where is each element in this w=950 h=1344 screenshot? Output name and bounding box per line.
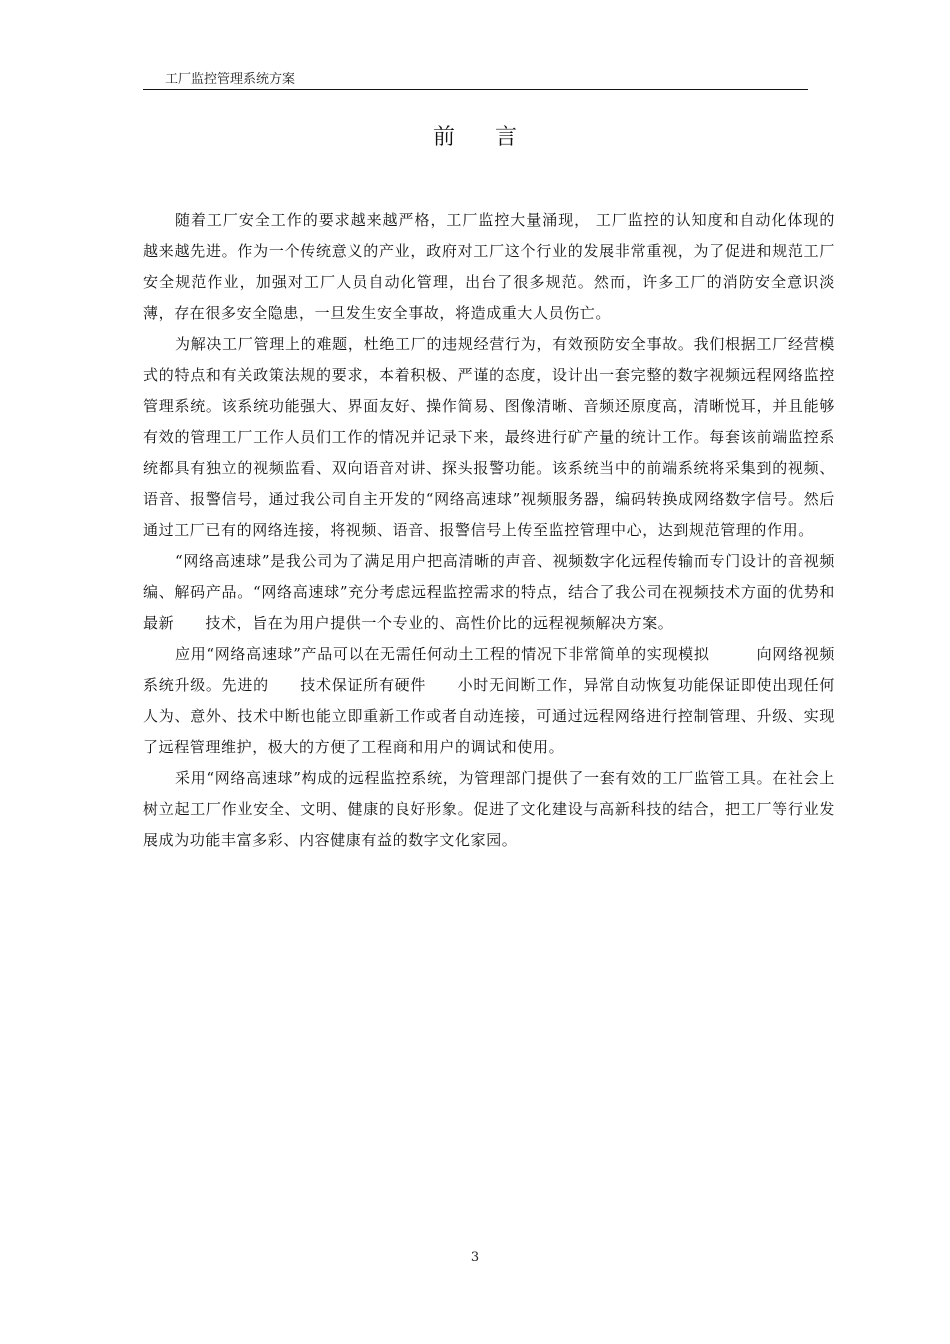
- page-number: 3: [470, 1250, 480, 1265]
- body-text: [143, 205, 835, 856]
- page-title: 前言: [432, 125, 557, 150]
- header-rule: [143, 89, 808, 90]
- paragraph-2: 为解决工厂管理上的难题，杜绝工厂的违规经营行为，有效预防安全事故。我们根据工厂经营模式的特点和有关政策法规的要求，本着积极、严谨的态度，设计出一套完整的数字视频远程网络监控管理系统。该系统功能强大、界面友好、操作简易、图像清晰、音频还原度高，清晰悦耳，并且能够有效的管理工厂工作人员们工作的情况并记录下来，最终进行矿产量的统计工作。每套该前端监控系统都具有独立的视频监看、双向语音对讲、探头报警功能。该系统当中的前端系统将采集到的视频、语音、报警信号，通过我公司自主开发的“网络高速球”视频服务器，编码转换成网络数字信号。然后通过工厂已有的网络连接，将视频、语音、报警信号上传至监控管理中心，达到规范管理的作用。: [143, 335, 835, 539]
- paragraph-1: 随着工厂安全工作的要求越来越严格，工厂监控大量涌现， 工厂监控的认知度和自动化体现的越来越先进。作为一个传统意义的产业，政府对工厂这个行业的发展非常重视，为了促进和规范工厂安全规范作业，加强对工厂人员自动化管理，出台了很多规范。然而，许多工厂的消防安全意识淡薄，存在很多安全隐患，一旦发生安全事故，将造成重大人员伤亡。: [143, 211, 835, 322]
- running-header-title: 工厂监控管理系统方案: [165, 72, 296, 87]
- paragraph-5: 采用“网络高速球”构成的远程监控系统，为管理部门提供了一套有效的工厂监管工具。在社会上树立起工厂作业安全、文明、健康的良好形象。促进了文化建设与高新科技的结合，把工厂等行业发展成为功能丰富多彩、内容健康有益的数字文化家园。: [143, 769, 835, 849]
- paragraph-3: “网络高速球”是我公司为了满足用户把高清晰的声音、视频数字化远程传输而专门设计的音视频编、解码产品。“网络高速球”充分考虑远程监控需求的特点，结合了我公司在视频技术方面的优势和最新 技术，旨在为用户提供一个专业的、高性价比的远程视频解决方案。: [143, 552, 835, 632]
- paragraph-4: 应用“网络高速球”产品可以在无需任何动土工程的情况下非常简单的实现模拟 向网络视频系统升级。先进的 技术保证所有硬件 小时无间断工作，异常自动恢复功能保证即使出现任何人为、意外、技术中断也能立即重新工作或者自动连接，可通过远程网络进行控制管理、升级、实现了远程管理维护，极大的方便了工程商和用户的调试和使用。: [143, 645, 835, 756]
